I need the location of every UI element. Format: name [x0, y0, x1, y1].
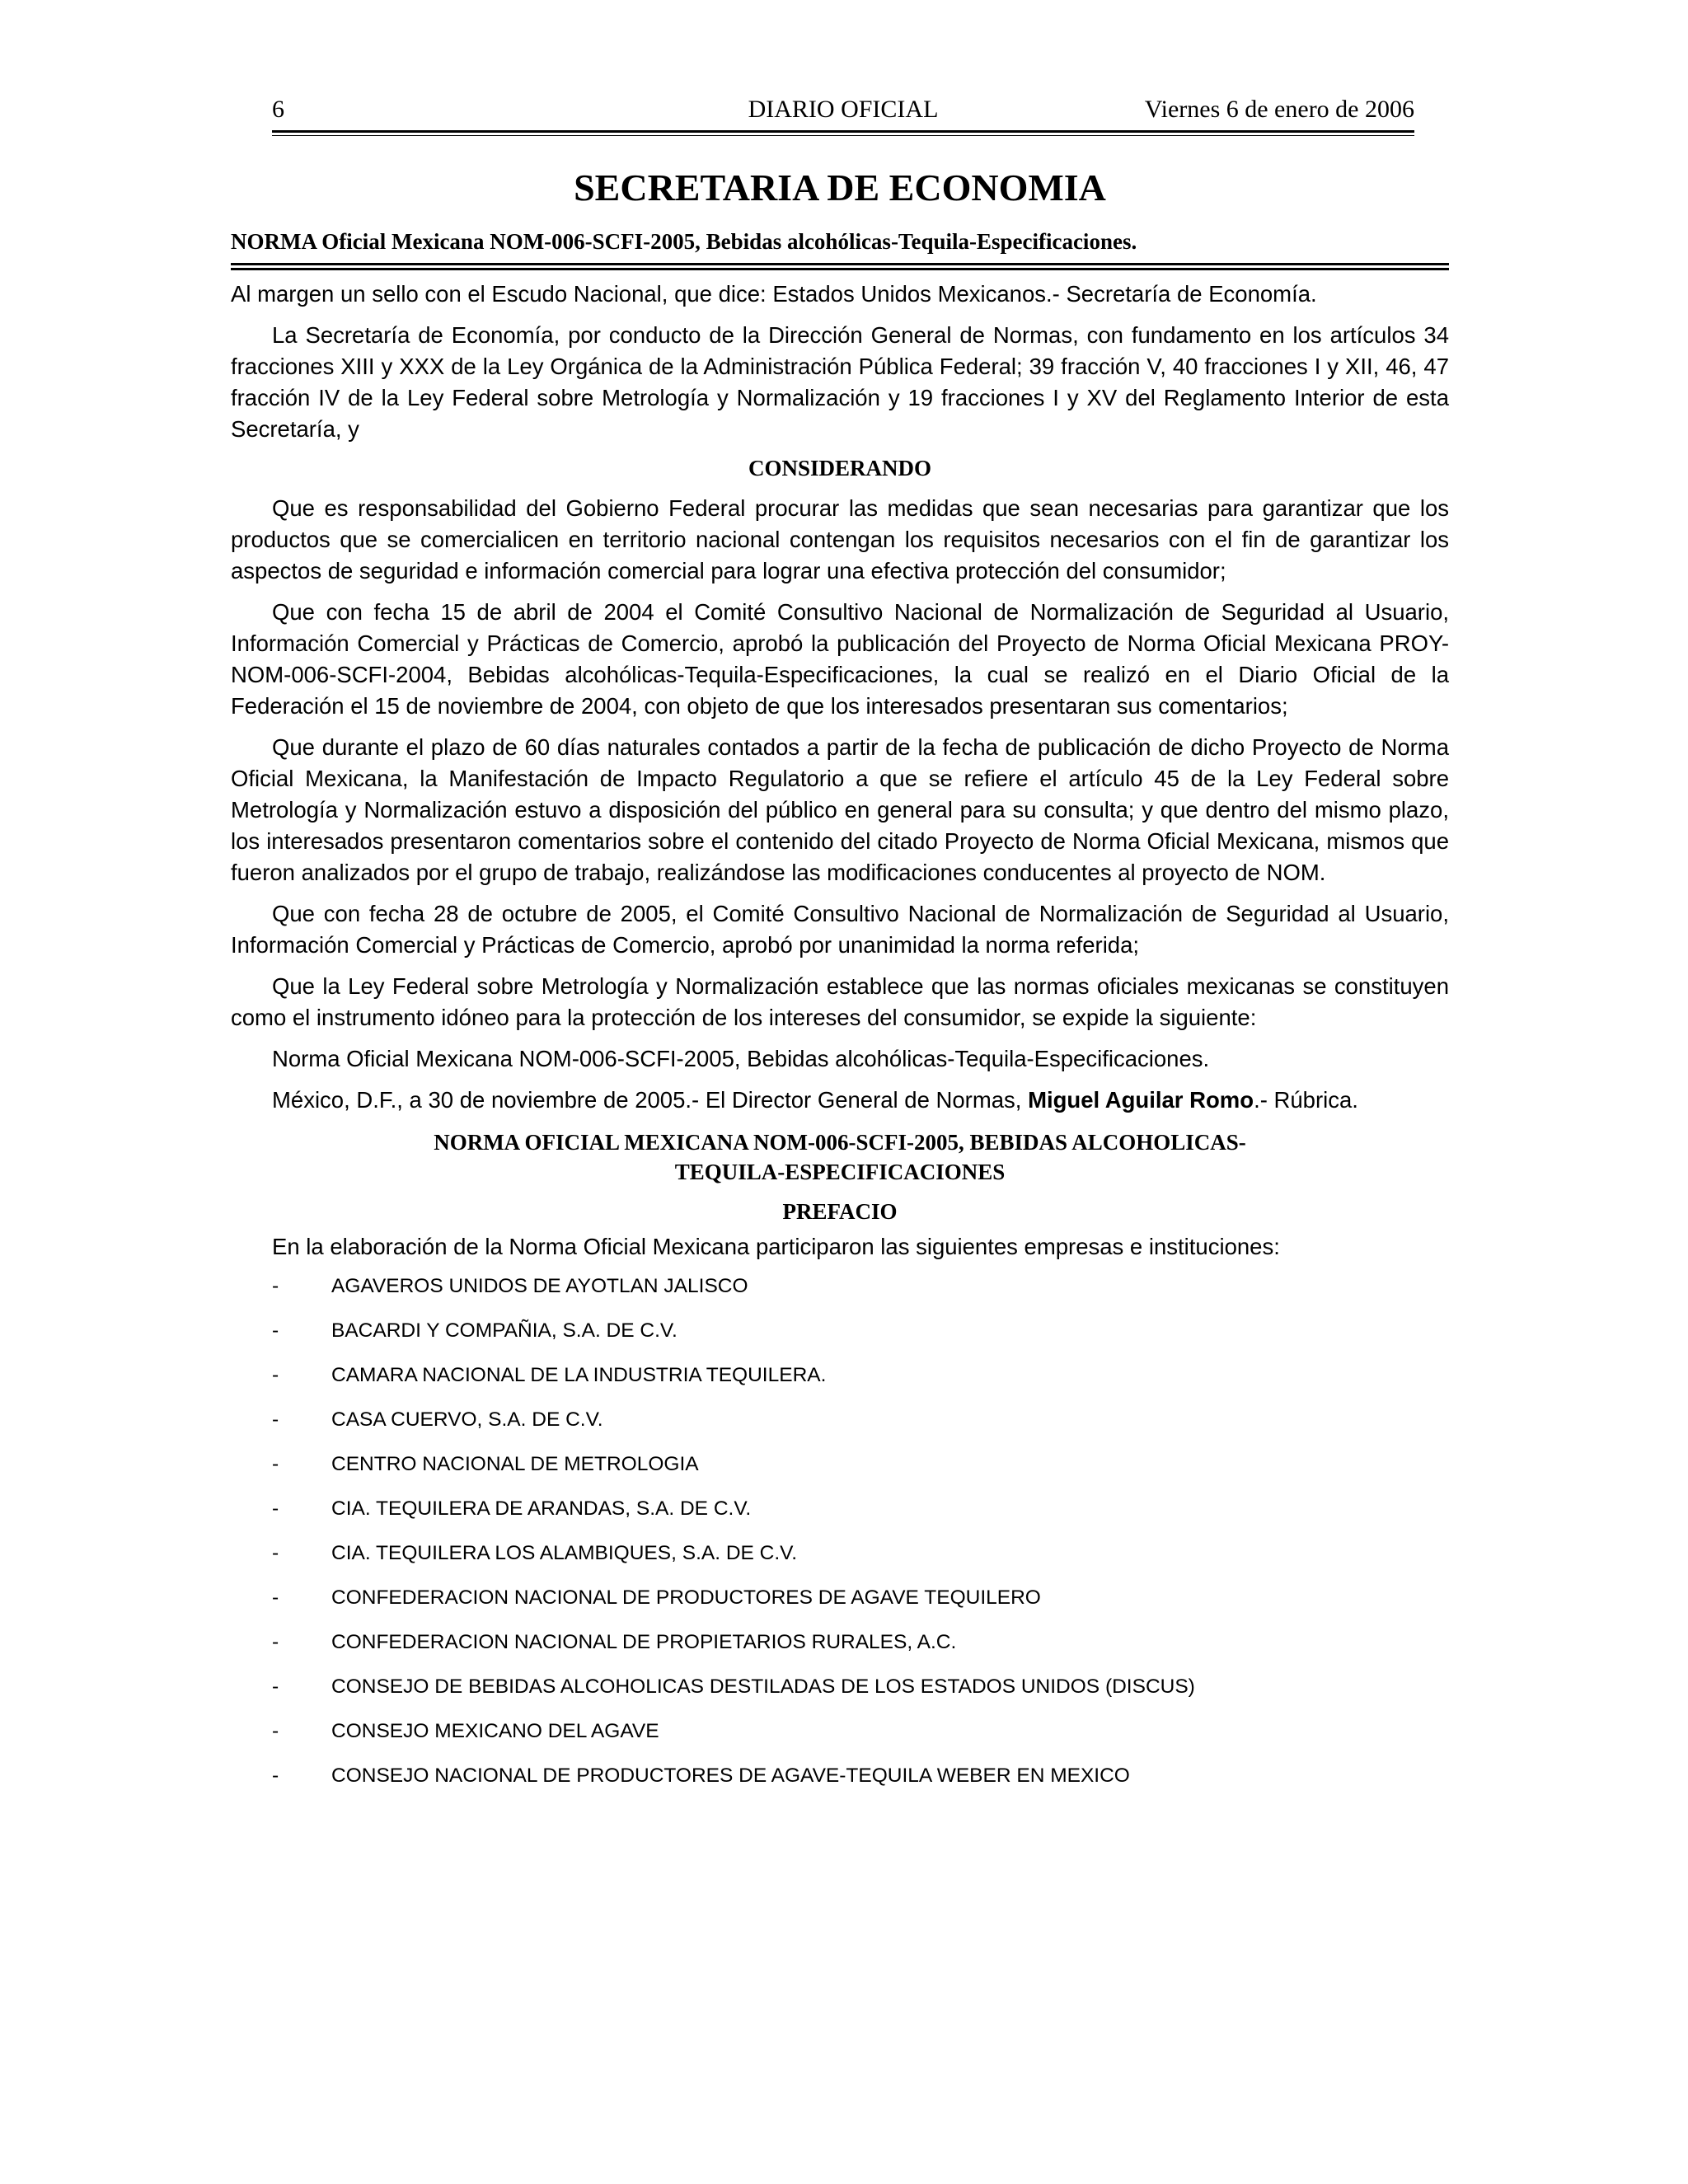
- list-item: [231, 1493, 1449, 1538]
- list-item: [231, 1449, 1449, 1493]
- participant-name: CIA. TEQUILERA DE ARANDAS, S.A. DE C.V.: [331, 1497, 752, 1521]
- list-item: [231, 1271, 1449, 1315]
- list-dash: -: [272, 1586, 279, 1610]
- decree-title: NORMA Oficial Mexicana NOM-006-SCFI-2005, Bebidas alcohólicas-Tequila-Especificaciones.: [231, 229, 1137, 254]
- header-rule: [272, 130, 1414, 136]
- list-item: [231, 1671, 1449, 1716]
- prefacio-intro: En la elaboración de la Norma Oficial Mexicana participaron las siguientes empresas e instituciones:: [272, 1234, 1280, 1260]
- considerando-paragraph: Que con fecha 15 de abril de 2004 el Comité Consultivo Nacional de Normalización de Seguridad al Usuario, Información Comercial y Prácticas de Comercio, aprobó la publicación del Proyecto de Norma Oficial Mexicana PROY-NOM-006-SCFI-2004, Bebidas alcohólicas-Tequila-Especificaciones, la cual se realizó en el Diario Oficial de la Federación el 15 de noviembre de 2004, con objeto de que los interesados presentaran sus comentarios;: [231, 599, 1449, 719]
- participant-name: AGAVEROS UNIDOS DE AYOTLAN JALISCO: [331, 1275, 748, 1298]
- considerando-paragraph: Que con fecha 28 de octubre de 2005, el Comité Consultivo Nacional de Normalización de Seguridad al Usuario, Información Comercial y Prácticas de Comercio, aprobó por unanimidad la norma referida;: [231, 901, 1449, 958]
- list-item: [231, 1538, 1449, 1582]
- list-item: [231, 1582, 1449, 1627]
- signatory-name: Miguel Aguilar Romo: [1028, 1087, 1254, 1113]
- list-dash: -: [272, 1675, 279, 1699]
- norm-heading: [231, 1127, 1449, 1187]
- signature-suffix: .- Rúbrica.: [1254, 1087, 1358, 1113]
- list-dash: -: [272, 1275, 279, 1298]
- list-item: [231, 1716, 1449, 1760]
- list-dash: -: [272, 1765, 279, 1788]
- participant-name: CONFEDERACION NACIONAL DE PROPIETARIOS RURALES, A.C.: [331, 1631, 957, 1654]
- participant-name: CONSEJO DE BEBIDAS ALCOHOLICAS DESTILADAS DE LOS ESTADOS UNIDOS (DISCUS): [331, 1675, 1195, 1699]
- participant-name: CONSEJO MEXICANO DEL AGAVE: [331, 1720, 659, 1743]
- participant-name: CONFEDERACION NACIONAL DE PRODUCTORES DE AGAVE TEQUILERO: [331, 1586, 1041, 1610]
- title-rule: [231, 263, 1449, 270]
- norm-heading-line-1: NORMA OFICIAL MEXICANA NOM-006-SCFI-2005, BEBIDAS ALCOHOLICAS-: [434, 1130, 1246, 1155]
- list-item: [231, 1627, 1449, 1671]
- signature-prefix: México, D.F., a 30 de noviembre de 2005.- El Director General de Normas,: [272, 1087, 1029, 1113]
- publication-name: DIARIO OFICIAL: [748, 96, 939, 123]
- list-item: [231, 1404, 1449, 1449]
- signature-paragraph: [231, 1085, 1449, 1116]
- considerando-heading: CONSIDERANDO: [748, 456, 932, 481]
- ministry-heading: SECRETARIA DE ECONOMIA: [574, 166, 1106, 209]
- page-number: 6: [272, 96, 284, 123]
- participant-name: CASA CUERVO, S.A. DE C.V.: [331, 1408, 603, 1432]
- list-dash: -: [272, 1364, 279, 1387]
- norm-line: Norma Oficial Mexicana NOM-006-SCFI-2005, Bebidas alcohólicas-Tequila-Especificaciones.: [272, 1046, 1210, 1072]
- participant-name: CONSEJO NACIONAL DE PRODUCTORES DE AGAVE-TEQUILA WEBER EN MEXICO: [331, 1765, 1130, 1788]
- participant-name: CIA. TEQUILERA LOS ALAMBIQUES, S.A. DE C.V.: [331, 1542, 798, 1565]
- considerando-paragraph: Que la Ley Federal sobre Metrología y Normalización establece que las normas oficiales mexicanas se constituyen como el instrumento idóneo para la protección de los intereses del consumidor, se expide la siguiente:: [231, 973, 1449, 1031]
- running-header: [272, 92, 1414, 130]
- participant-name: CENTRO NACIONAL DE METROLOGIA: [331, 1453, 699, 1476]
- considerando-paragraph: Que es responsabilidad del Gobierno Federal procurar las medidas que sean necesarias para garantizar que los productos que se comercialicen en territorio nacional contengan los requisitos necesarios con el fin de garantizar los aspectos de seguridad e información comercial para lograr una efectiva protección del consumidor;: [231, 495, 1449, 584]
- list-item: [231, 1315, 1449, 1360]
- publication-date: Viernes 6 de enero de 2006: [1144, 96, 1414, 123]
- list-dash: -: [272, 1408, 279, 1432]
- list-dash: -: [272, 1542, 279, 1565]
- document-page: [231, 92, 1449, 1805]
- seal-note: Al margen un sello con el Escudo Nacional, que dice: Estados Unidos Mexicanos.- Secretaría de Economía.: [231, 281, 1317, 307]
- participant-name: BACARDI Y COMPAÑIA, S.A. DE C.V.: [331, 1319, 678, 1343]
- considerando-paragraph: Que durante el plazo de 60 días naturales contados a partir de la fecha de publicación de dicho Proyecto de Norma Oficial Mexicana, la Manifestación de Impacto Regulatorio a que se refiere el artículo 45 de la Ley Federal sobre Metrología y Normalización estuvo a disposición del público en general para su consulta; y que dentro del mismo plazo, los interesados presentaron comentarios sobre el contenido del citado Proyecto de Norma Oficial Mexicana, mismos que fueron analizados por el grupo de trabajo, realizándose las modificaciones conducentes al proyecto de NOM.: [231, 734, 1449, 886]
- norm-heading-line-2: TEQUILA-ESPECIFICACIONES: [674, 1160, 1006, 1185]
- list-dash: -: [272, 1497, 279, 1521]
- list-dash: -: [272, 1319, 279, 1343]
- list-dash: -: [272, 1631, 279, 1654]
- intro-paragraph: La Secretaría de Economía, por conducto de la Dirección General de Normas, con fundamento en los artículos 34 fracciones XIII y XXX de la Ley Orgánica de la Administración Pública Federal; 39 fracción V, 40 fracciones I y XII, 46, 47 fracción IV de la Ley Federal sobre Metrología y Normalización y 19 fracciones I y XV del Reglamento Interior de esta Secretaría, y: [231, 322, 1449, 443]
- prefacio-heading: PREFACIO: [782, 1199, 898, 1225]
- list-dash: -: [272, 1720, 279, 1743]
- participants-list: [231, 1271, 1449, 1805]
- list-item: [231, 1360, 1449, 1404]
- participant-name: CAMARA NACIONAL DE LA INDUSTRIA TEQUILERA.: [331, 1364, 827, 1387]
- list-item: [231, 1760, 1449, 1805]
- list-dash: -: [272, 1453, 279, 1476]
